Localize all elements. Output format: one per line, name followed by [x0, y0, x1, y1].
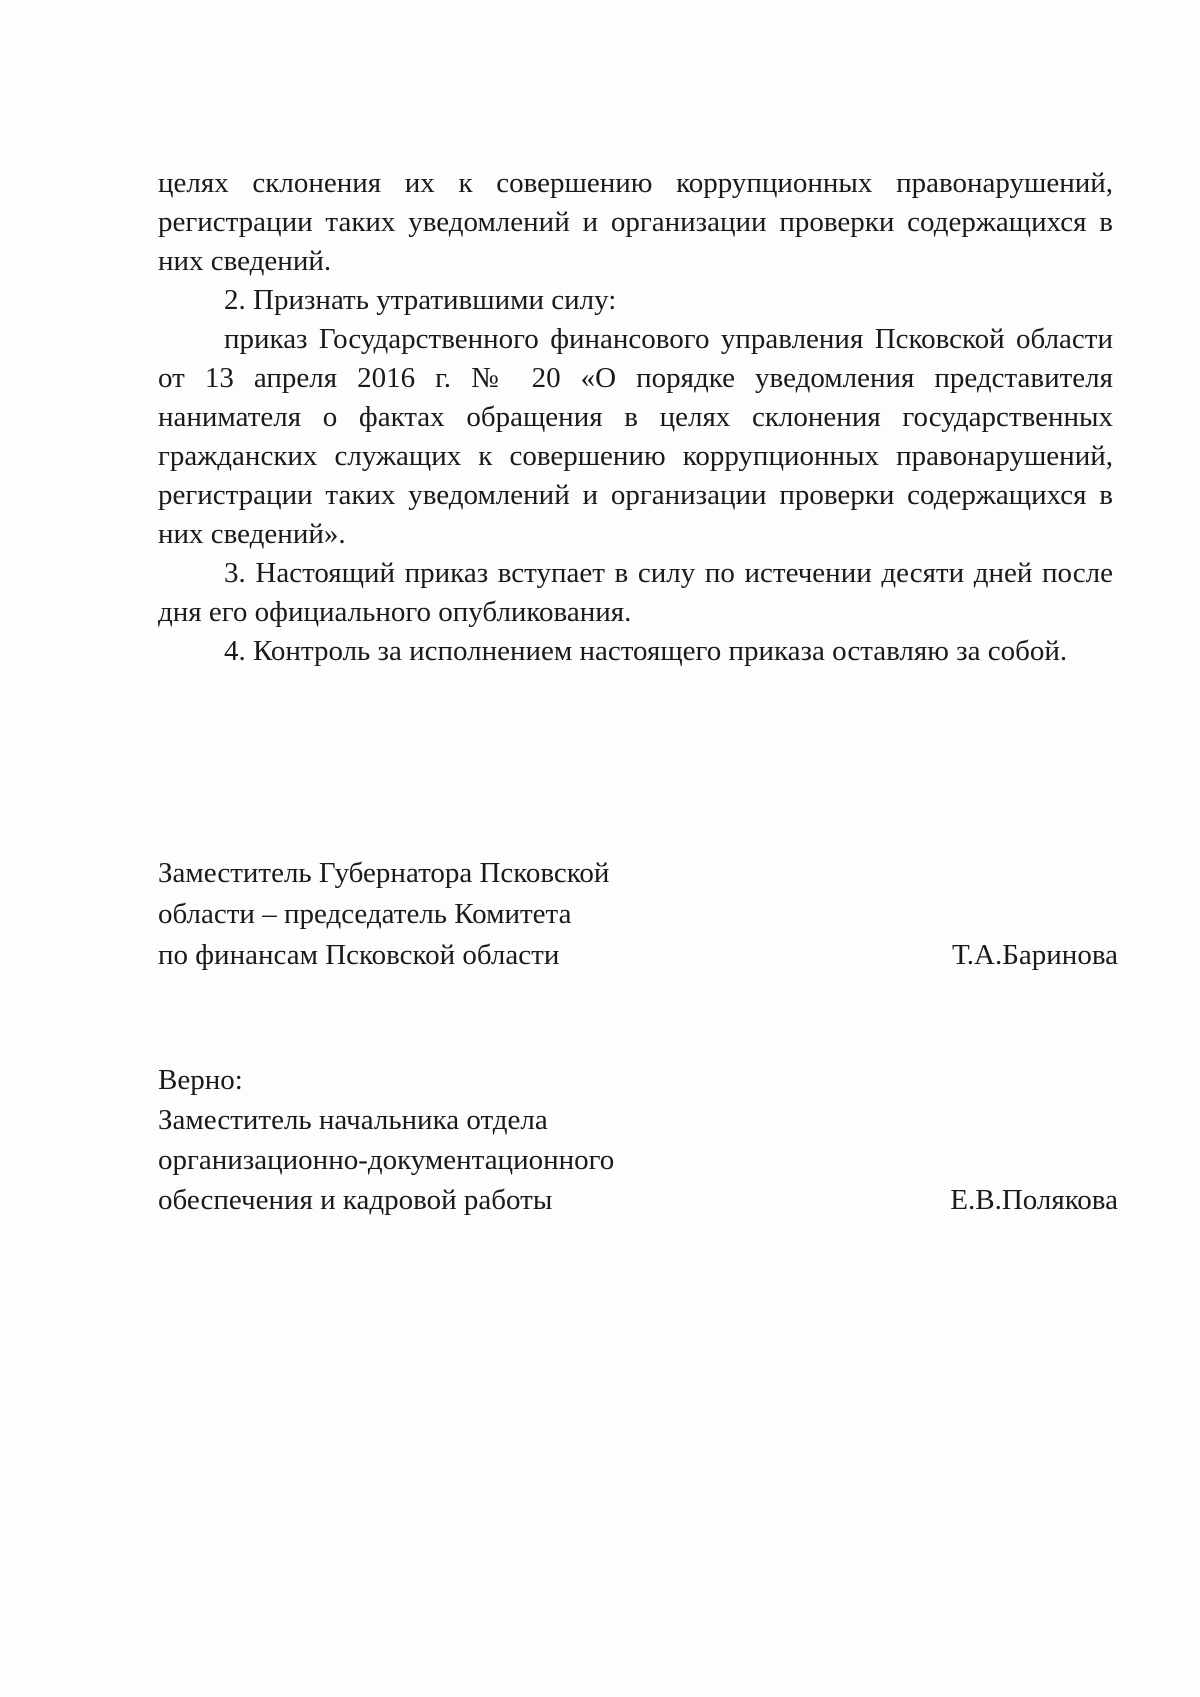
- paragraph-item-4: 4. Контроль за исполнением настоящего приказа оставляю за собой.: [224, 635, 1068, 667]
- signatory-name: Т.А.Баринова: [952, 939, 1118, 971]
- signature-main: [158, 853, 1118, 976]
- signatory-title-line-1: Заместитель Губернатора Псковской: [158, 857, 610, 889]
- signature-certified: [158, 1060, 1118, 1220]
- certifier-name: Е.В.Полякова: [950, 1184, 1118, 1216]
- paragraph-item-2: 2. Признать утратившими силу:: [224, 284, 617, 316]
- paragraph-repealed-order: приказ Государственного финансового управления Псковской области от 13 апреля 2016 г. № 20 «О порядке уведомления представителя нанимателя о фактах обращения в целях склонения государственных гражданских служащих к совершению коррупционных правонарушений, регистрации таких уведомлений и организации проверки содержащихся в них сведений».: [158, 323, 1113, 550]
- document-body: [158, 164, 1113, 671]
- paragraph-item-3: 3. Настоящий приказ вступает в силу по истечении десяти дней после дня его официального опубликования.: [158, 557, 1113, 628]
- certified-label: Верно:: [158, 1064, 243, 1096]
- certifier-title-line-1: Заместитель начальника отдела: [158, 1104, 548, 1136]
- signatory-title-line-3: по финансам Псковской области: [158, 939, 560, 971]
- signatory-title-line-2: области – председатель Комитета: [158, 898, 572, 930]
- certifier-title-line-2: организационно-документационного: [158, 1144, 615, 1176]
- certifier-title-line-3: обеспечения и кадровой работы: [158, 1184, 553, 1216]
- paragraph-continuation: целях склонения их к совершению коррупционных правонарушений, регистрации таких уведомлений и организации проверки содержащихся в них сведений.: [158, 167, 1113, 277]
